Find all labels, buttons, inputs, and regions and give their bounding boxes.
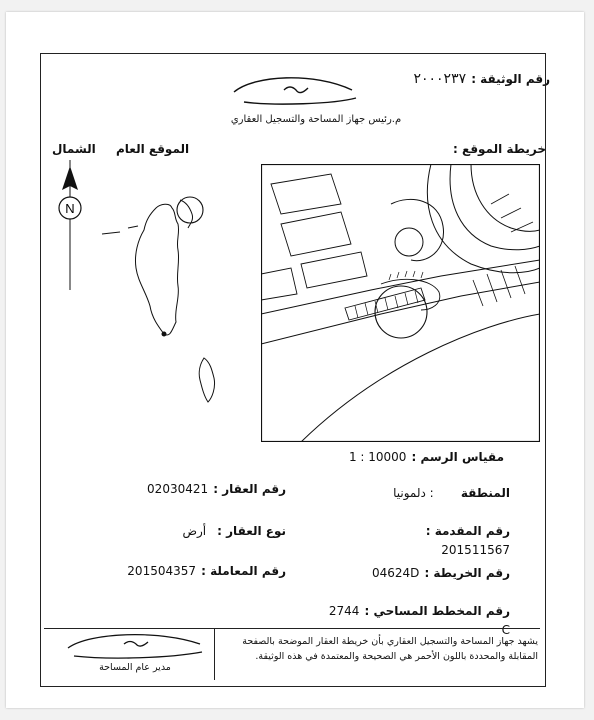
document-frame — [40, 53, 546, 687]
certification-text: يشهد جهاز المساحة والتسجيل العقاري بأن خريطة العقار الموضحة بالصفحة المقابلة والمحددة باللون الأحمر هي الصحيحة والمعتمدة في هذه الوثيقة. — [242, 636, 538, 662]
scale-label: مقياس الرسم : — [411, 450, 504, 464]
survey-plan-value: 2744 C — [328, 604, 510, 637]
region-label: المنطقة — [460, 486, 510, 500]
document-number-label: رقم الوثيقة : — [471, 72, 550, 86]
document-number-value: ٢٠٠٠٢٣٧ — [413, 71, 467, 87]
transaction-number-label: رقم المعاملة : — [201, 564, 286, 578]
map-number-value: 04624D — [371, 566, 420, 580]
director-title: مدير عام المساحة — [99, 662, 171, 673]
property-number-label: رقم العقار : — [213, 482, 286, 496]
footer-divider — [214, 628, 215, 680]
property-number-value: 02030421 — [147, 482, 209, 496]
map-number-label: رقم الخريطة : — [424, 566, 510, 580]
director-signature — [60, 630, 210, 664]
property-type-label: نوع العقار : — [217, 524, 286, 538]
property-type-value: أرض — [182, 524, 207, 538]
survey-plan-label: رقم المخطط المساحي : — [364, 604, 510, 618]
north-letter: N — [65, 201, 75, 216]
signatory-title: م.رئيس جهاز المساحة والتسجيل العقاري — [230, 114, 402, 125]
region-value: : دلمونيا — [393, 486, 434, 500]
scale-value: 1 : 10000 — [348, 450, 407, 464]
transaction-number-value: 201504357 — [127, 564, 197, 578]
north-label: الشمال — [52, 142, 96, 156]
introduction-number-label: رقم المقدمة : — [425, 524, 510, 538]
general-location-label: الموقع العام — [116, 142, 190, 156]
introduction-number-value: 201511567 — [441, 543, 510, 557]
location-map-label: خريطة الموقع : — [453, 142, 546, 156]
